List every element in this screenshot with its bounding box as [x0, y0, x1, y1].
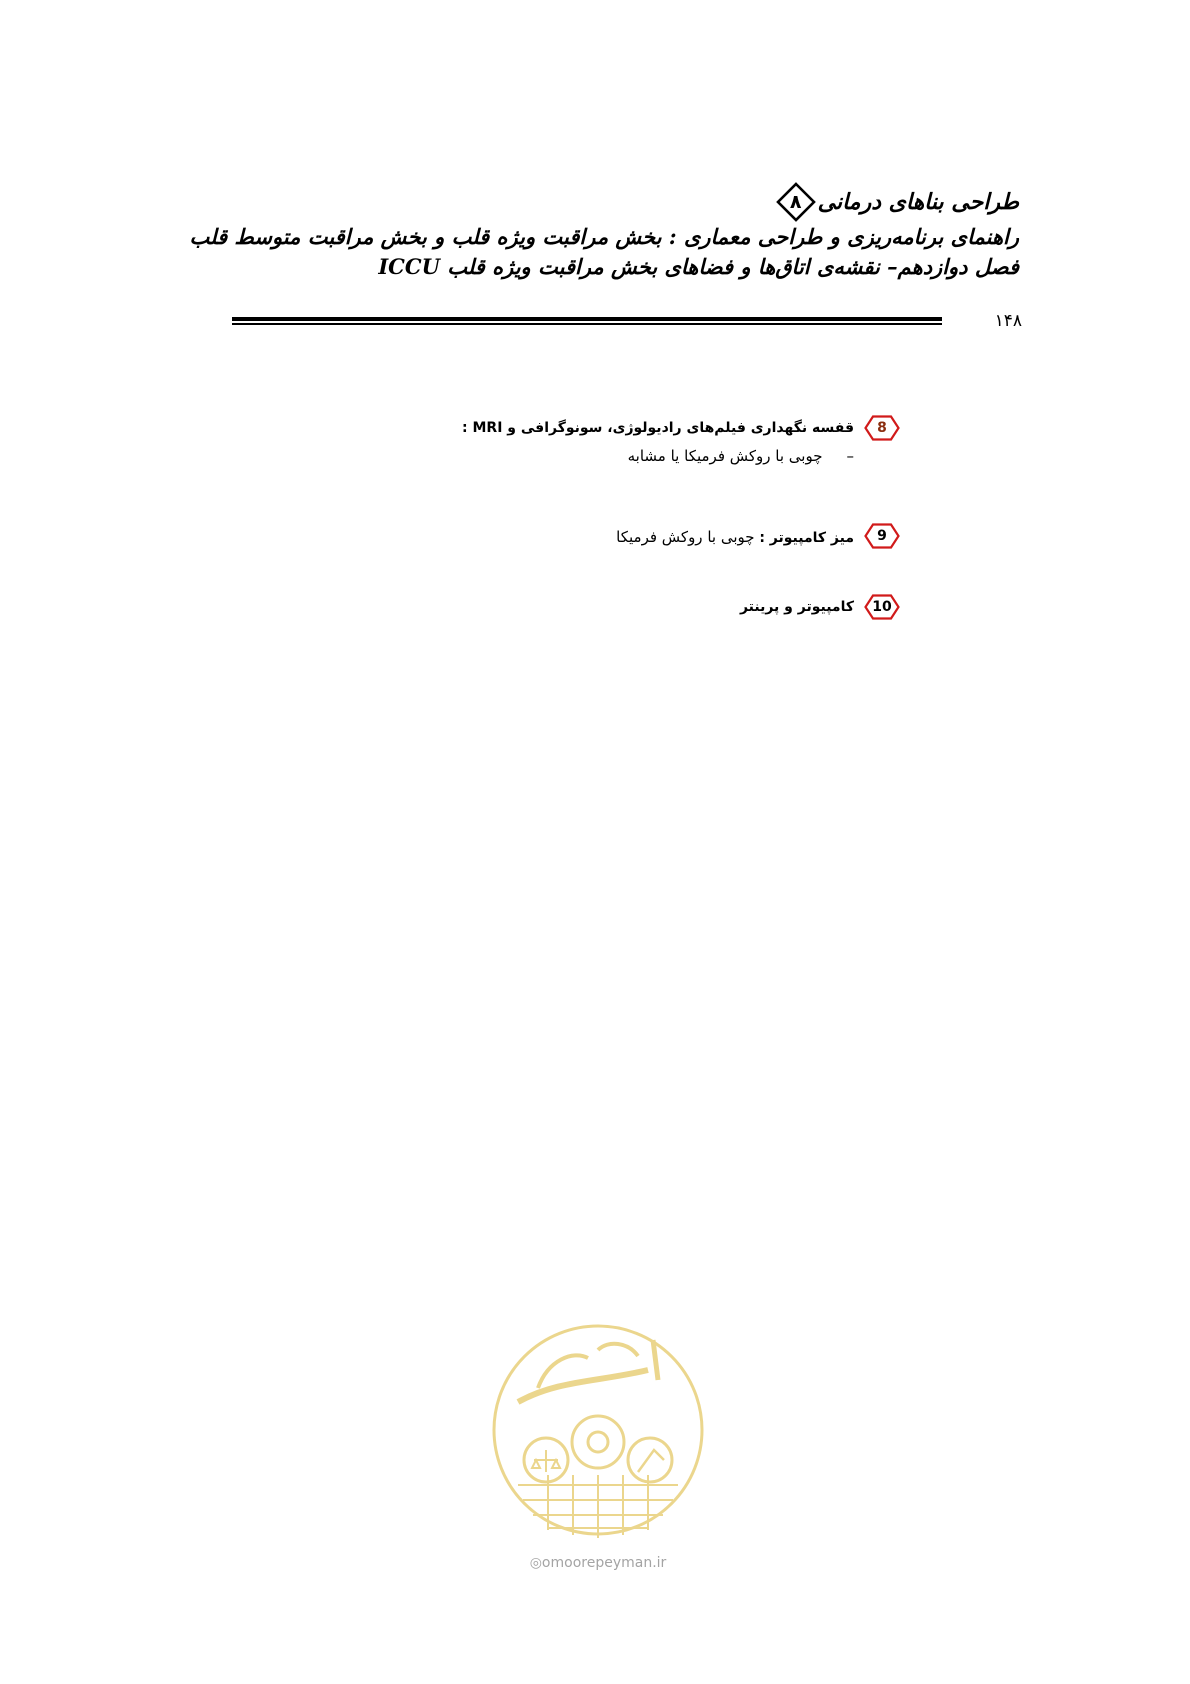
watermark-seal-icon	[478, 1310, 718, 1550]
item-row	[740, 594, 900, 620]
series-number: ۸	[789, 191, 802, 213]
page-number: ۱۴۸	[994, 311, 1022, 331]
book-title: راهنمای برنامه‌ریزی و طراحی معماری : بخش مراقبت ویژه قلب و بخش مراقبت متوسط قلب	[189, 224, 1019, 249]
sub-item	[462, 447, 854, 465]
header-rule-thick	[232, 317, 942, 321]
item-row	[462, 415, 900, 441]
list-item	[462, 415, 900, 465]
item-row	[616, 523, 900, 549]
item-number-badge	[864, 594, 900, 620]
watermark-url: omoorepeyman.ir	[541, 1555, 667, 1571]
item-text	[616, 527, 854, 546]
list-item	[740, 594, 900, 620]
globe-icon: ◎	[529, 1555, 542, 1571]
header-rule-thin	[232, 323, 942, 325]
dash-bullet: –	[846, 447, 854, 465]
series-line	[199, 182, 1019, 222]
series-title: طراحی بناهای درمانی	[817, 189, 1019, 215]
item-label: قفسه نگهداری فیلم‌های رادیولوژی، سونوگرافی و MRI :	[462, 420, 854, 436]
item-number-badge	[864, 523, 900, 549]
watermark-logo	[478, 1310, 718, 1550]
item-number-badge	[864, 415, 900, 441]
watermark-caption	[478, 1555, 718, 1571]
item-label: میز کامپیوتر :	[759, 529, 854, 546]
page-header	[189, 182, 1019, 282]
item-number: 10	[872, 599, 892, 615]
item-detail: چوبی با روکش فرمیکا	[616, 527, 760, 546]
series-number-badge	[776, 182, 816, 222]
item-label: کامپیوتر و پرینتر	[739, 599, 854, 615]
list-item	[616, 523, 900, 549]
sub-item-text: چوبی با روکش فرمیکا یا مشابه	[627, 447, 823, 465]
header-rule	[232, 317, 942, 325]
item-number: 8	[877, 420, 887, 436]
chapter-title: فصل دوازدهم– نقشه‌ی اتاق‌ها و فضاهای بخش مراقبت ویژه قلب ICCU	[378, 254, 1019, 279]
item-number: 9	[877, 528, 887, 544]
